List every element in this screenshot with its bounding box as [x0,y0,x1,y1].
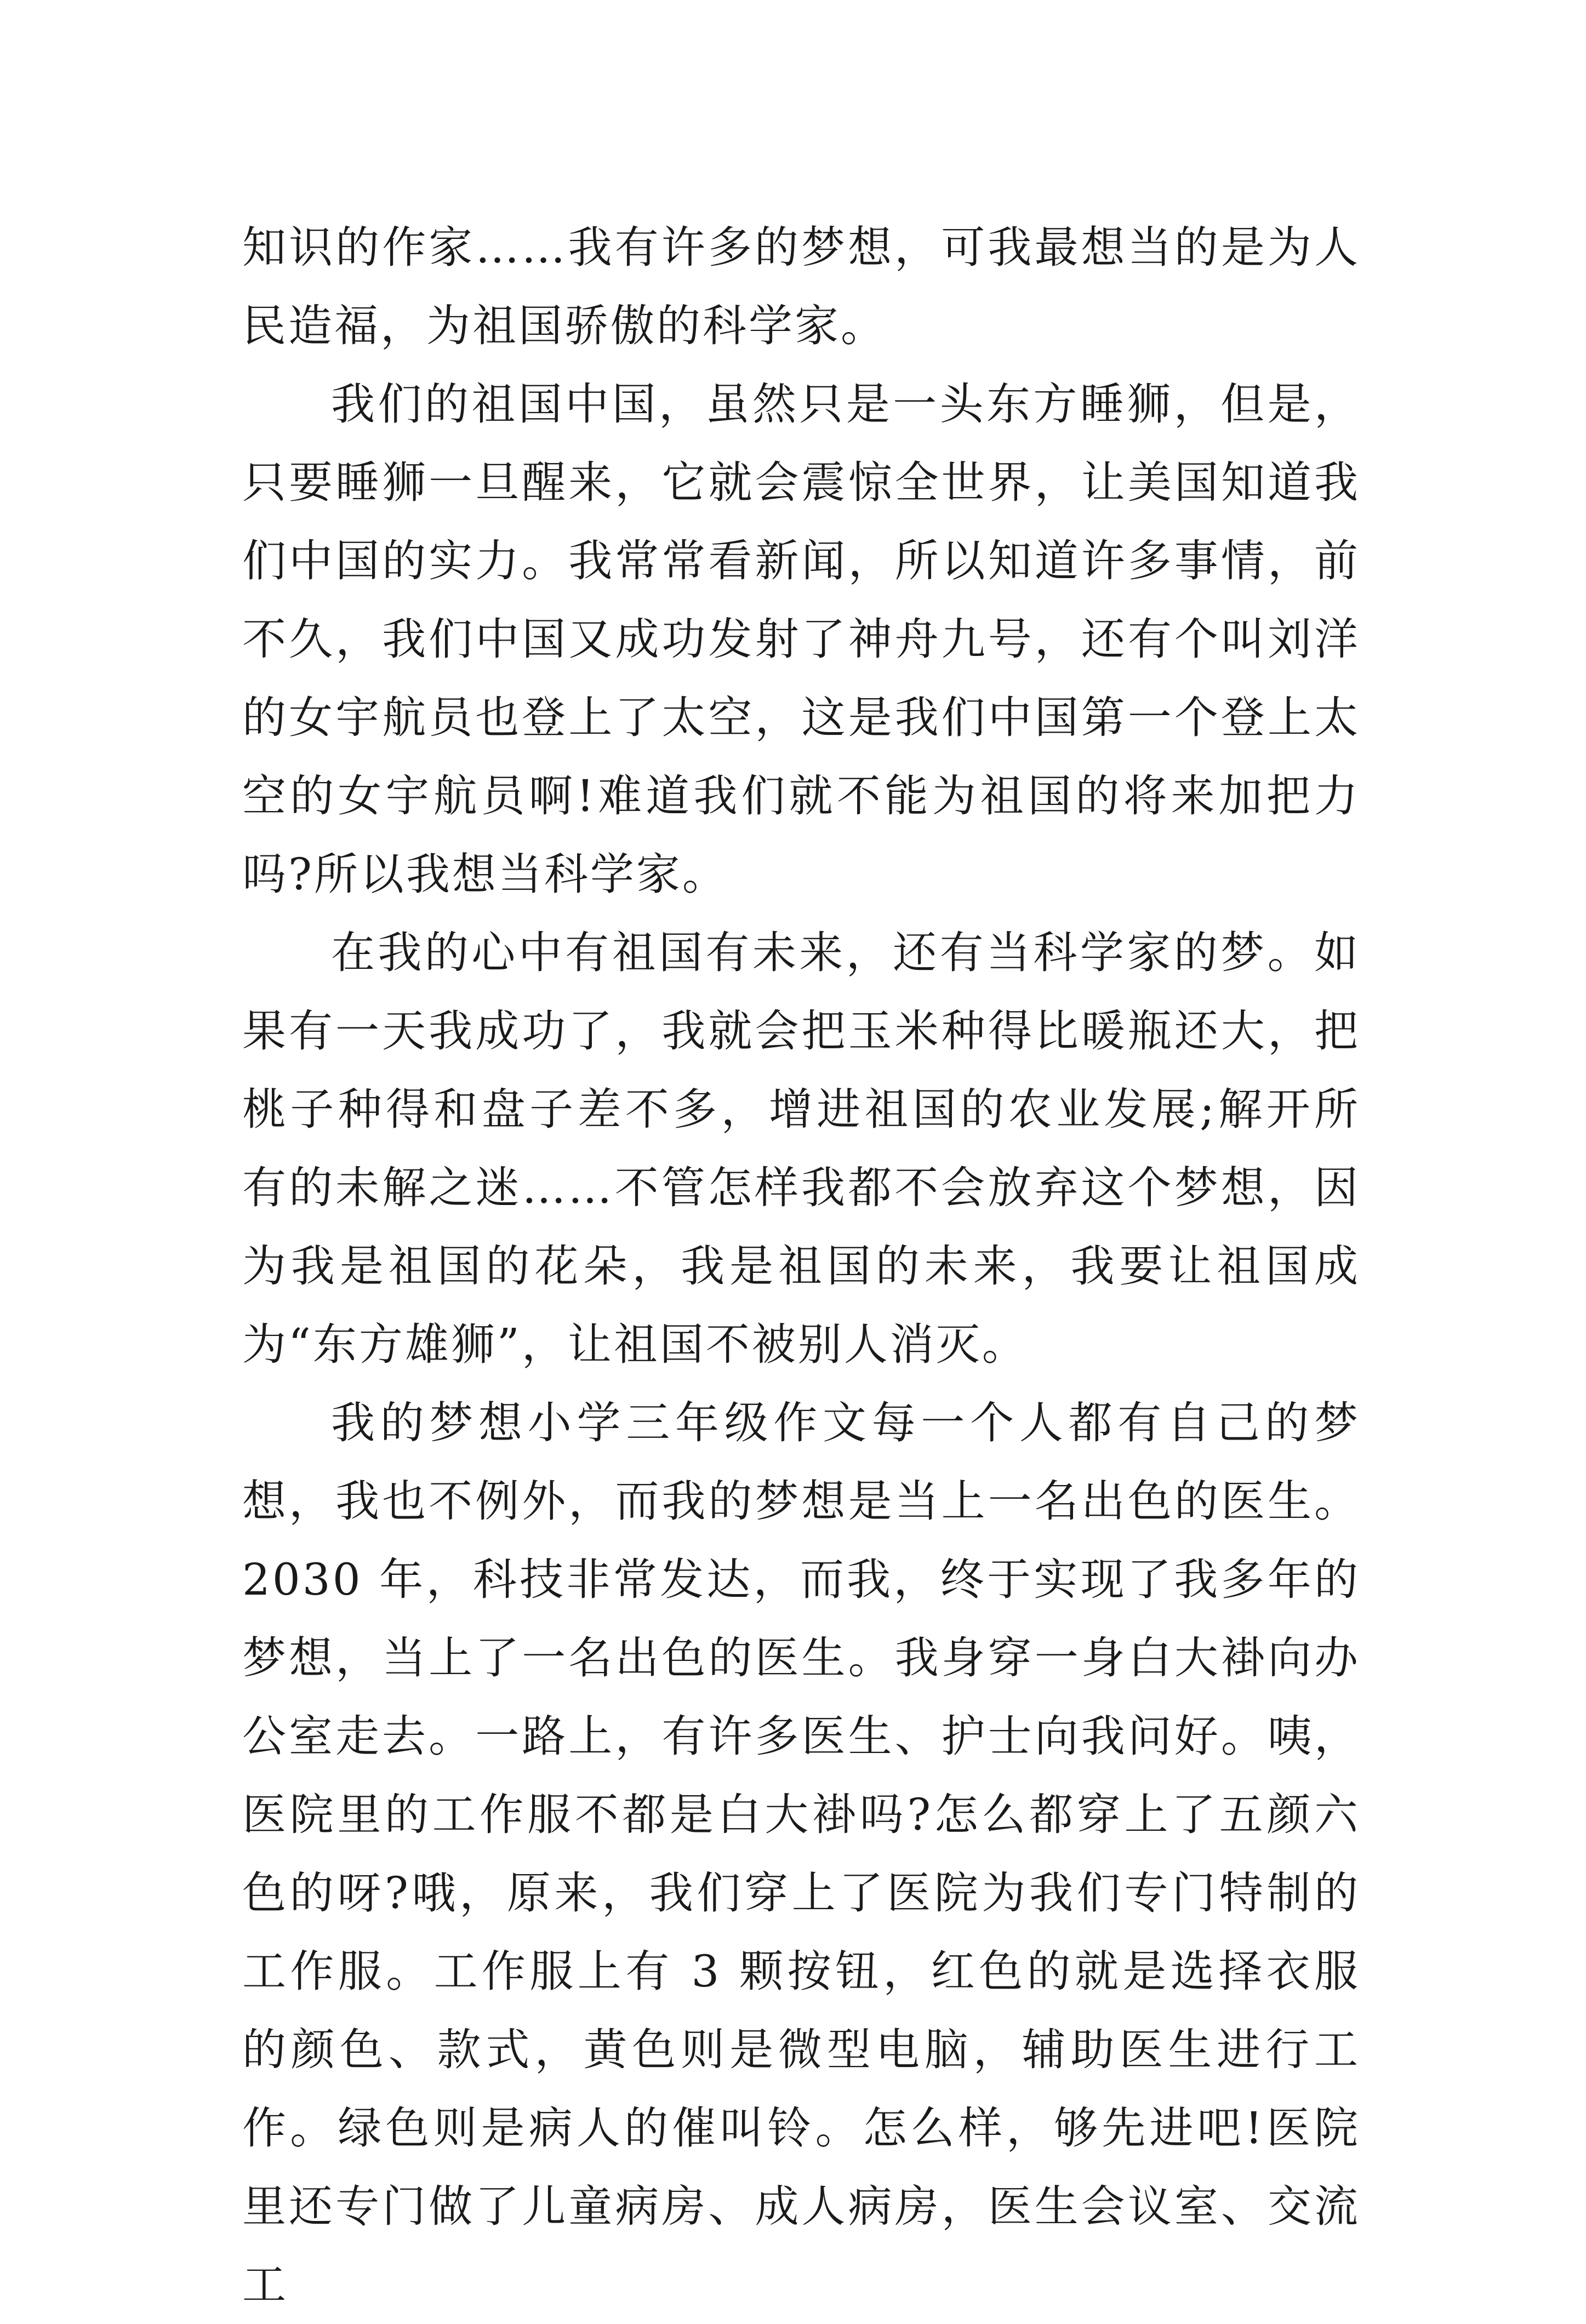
paragraph-2: 我们的祖国中国，虽然只是一头东方睡狮，但是，只要睡狮一旦醒来，它就会震惊全世界，让美国知道我们中国的实力。我常常看新闻，所以知道许多事情，前不久，我们中国又成功发射了神舟九号，还有个叫刘洋的女宇航员也登上了太空，这是我们中国第一个登上太空的女宇航员啊!难道我们就不能为祖国的将来加把力吗?所以我想当科学家。 [242,379,1360,900]
document-body [242,208,1360,2324]
paragraph-1: 知识的作家……我有许多的梦想，可我最想当的是为人民造福，为祖国骄傲的科学家。 [242,222,1360,351]
paragraph-3: 在我的心中有祖国有未来，还有当科学家的梦。如果有一天我成功了，我就会把玉米种得比暖瓶还大，把桃子种得和盘子差不多，增进祖国的农业发展;解开所有的未解之迷……不管怎样我都不会放弃这个梦想，因为我是祖国的花朵，我是祖国的未来，我要让祖国成为“东方雄狮”，让祖国不被别人消灭。 [242,927,1360,1370]
paragraph-4: 我的梦想小学三年级作文每一个人都有自己的梦想，我也不例外，而我的梦想是当上一名出色的医生。2030 年，科技非常发达，而我，终于实现了我多年的梦想，当上了一名出色的医生。我身穿一身白大褂向办公室走去。一路上，有许多医生、护士向我问好。咦，医院里的工作服不都是白大褂吗?怎么都穿上了五颜六色的呀?哦，原来，我们穿上了医院为我们专门特制的工作服。工作服上有 3 颗按钮，红色的就是选择衣服的颜色、款式，黄色则是微型电脑，辅助医生进行工作。绿色则是病人的催叫铃。怎么样，够先进吧!医院里还专门做了儿童病房、成人病房，医生会议室、交流工 [242,1397,1360,2310]
